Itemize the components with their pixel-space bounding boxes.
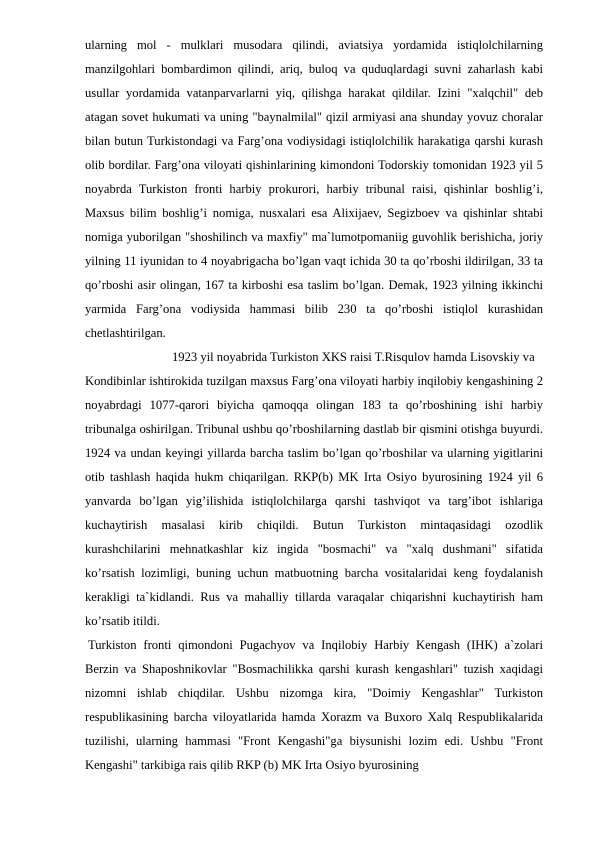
paragraph-2: 1923 yil noyabrida Turkiston XKS raisi T.Risqulov hamda Lisovskiy va bbox=[172, 350, 535, 364]
document-page bbox=[85, 33, 543, 777]
paragraph-3: Kondibinlar ishtirokida tuzilgan maxsus Farg’ona viloyati harbiy inqilobiy kengashining 2 noyabrdagi 1077-qarori biyicha qamoqqa olingan 183 ta qo’rboshining ishi harbiy tribunalga oshirilgan. Tribunal ushbu qo’rboshilarning dastlab bir qismini otishga buyurdi. 1924 va undan keyingi yillarda barcha taslim bo’lgan qo’rboshilar va ularning yigitlarini otib tashlash haqida hukm chiqarilgan. RKP(b) MK Irta Osiyo byurosining 1924 yil 6 yanvarda bo’lgan yig’ilishida istiqlolchilarga qarshi tashviqot va targ’ibot ishlariga kuchaytirish masalasi kirib chiqildi. Butun Turkiston mintaqasidagi ozodlik kurashchilarini mehnatkashlar kiz ingida "bosmachi" va "xalq dushmani" sifatida ko’rsatish lozimligi, buning uchun matbuotning barcha vositalaridai keng foydalanish kerakligi ta`kidlandi. Rus va mahalliy tillarda varaqalar chiqarishni kuchaytirish ham ko’rsatib itildi. bbox=[85, 374, 543, 628]
paragraph-1: ularning mol - mulklari musodara qilindi, aviatsiya yordamida istiqlolchilarning manzilgohlari bombardimon qilindi, ariq, buloq va quduqlardagi suvni zaharlash kabi usullar yordamida vatanparvarlarni yiq, qilishga harakat qildilar. Izini "xalqchil" deb atagan sovet hukumati va uning "baynalmilal" qizil armiyasi ana shunday yovuz choralar bilan butun Turkistondagi va Farg’ona vodiysidagi istiqlolchilik harakatiga qarshi kurash olib bordilar. Farg’ona viloyati qishinlarining kimondoni Todorskiy tomonidan 1923 yil 5 noyabrda Turkiston fronti harbiy prokurori, harbiy tribunal raisi, qishinlar boshlig’i, Maxsus bilim boshlig’i nomiga, nusxalari esa Alixijaev, Segizboev va qishinlar shtabi nomiga yuborilgan "shoshilinch va maxfiy" ma`lumotpomaniig guvohlik berishicha, joriy yilning 11 iyunidan to 4 noyabrigacha bo’lgan vaqt ichida 30 ta qo’rboshi ildirilgan, 33 ta qo’rboshi asir olingan, 167 ta kirboshi esa taslim bo’lgan. Demak, 1923 yilning ikkinchi yarmida Farg’ona vodiysida hammasi bilib 230 ta qo’rboshi istiqlol kurashidan chetlashtirilgan. bbox=[85, 38, 543, 340]
paragraph-4: Turkiston fronti qimondoni Pugachyov va Inqilobiy Harbiy Kengash (IHK) a`zolari Berzin va Shaposhnikovlar "Bosmachilikka qarshi kurash kengashlari" tuzish xaqidagi nizomni ishlab chiqdilar. Ushbu nizomga kira, "Doimiy Kengashlar" Turkiston respublikasining barcha viloyatlarida hamda Xorazm va Buxoro Xalq Respublikalarida tuzilishi, ularning hammasi "Front Kengashi"ga biysunishi lozim edi. Ushbu "Front Kengashi" tarkibiga rais qilib RKP (b) MK Irta Osiyo byurosining bbox=[85, 638, 543, 772]
